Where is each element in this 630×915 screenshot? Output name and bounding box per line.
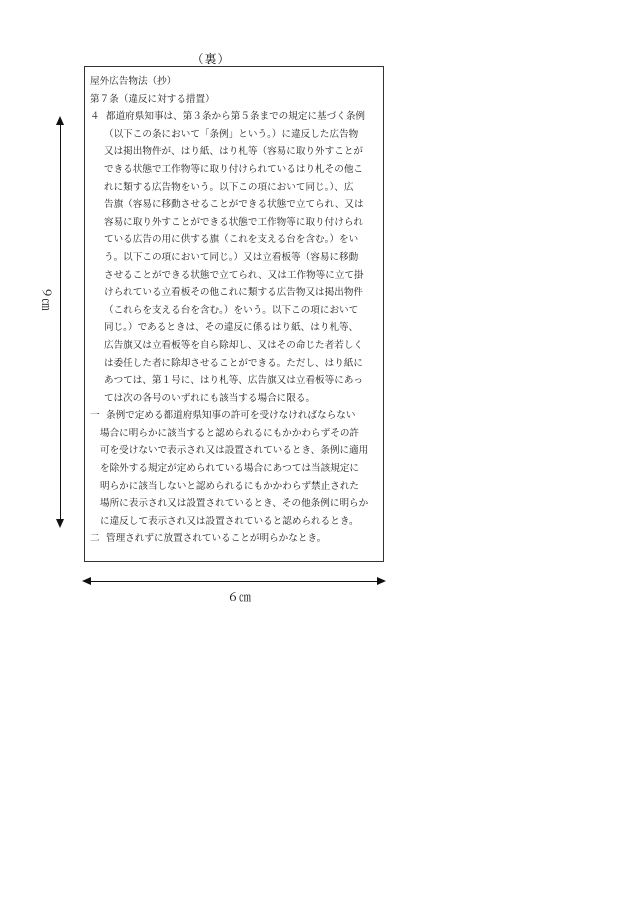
item-1-line-text: 条例で定める都道府県知事の許可を受けなければならない [106, 410, 356, 422]
paragraph-4-line: 告旗（容易に移動させることができる状態で立てられ、又は [104, 199, 364, 211]
item-1-line [90, 407, 377, 425]
paragraph-4-line: ている広告の用に供する旗（これを支える台を含む。）をい [104, 234, 359, 246]
article-heading: 第７条（違反に対する措置） [90, 93, 215, 105]
law-title: 屋外広告物法（抄） [90, 76, 177, 87]
item-2-text: 管理されずに放置されていることが明らかなとき。 [106, 533, 327, 545]
paragraph-4-line: あつては、第１号に、はり札等、広告旗又は立看板等にあっ [104, 375, 363, 387]
paragraph-4-line: 同じ。）であるときは、その違反に係るはり紙、はり札等、 [104, 322, 359, 334]
paragraph-4-line [90, 108, 377, 126]
width-dimension-label: ６㎝ [226, 590, 251, 604]
paragraph-4-line: う。以下この項において同じ。）又は立看板等（容易に移動 [104, 251, 359, 263]
paragraph-4-line: は委任した者に除却させることができる。ただし、はり紙に [104, 357, 364, 369]
item-1 [90, 407, 377, 530]
paragraph-4-line: （以下この条において「条例」という。）に違反した広告物 [104, 128, 359, 140]
item-1-line: 場所に表示され又は設置されているとき、その他条例に明らか [100, 498, 369, 510]
paragraph-4 [90, 108, 377, 407]
item-2 [90, 530, 377, 548]
item-1-line: 可を受けないで表示され又は設置されているとき、条例に適用 [100, 445, 369, 457]
height-dimension-label: ９㎝ [39, 286, 54, 311]
paragraph-4-line: 容易に取り外すことができる状態で工作物等に取り付けられ [104, 216, 364, 228]
arrow-down-icon [56, 519, 64, 528]
height-dimension-arrow [56, 116, 66, 528]
item-1-line: 場合に明らかに該当すると認められるにもかかわらずその許 [100, 427, 360, 439]
paragraph-4-line: ては次の各号のいずれにも該当する場合に限る。 [104, 392, 316, 404]
arrow-right-icon [377, 577, 386, 585]
paragraph-4-number: ４ [90, 111, 100, 123]
paragraph-4-line: できる状態で工作物等に取り付けられているはり札その他こ [104, 163, 364, 175]
paragraph-4-line: 又は掲出物件が、はり紙、はり札等（容易に取り外すことが [104, 146, 364, 158]
paragraph-4-line-text: 都道府県知事は、第３条から第５条までの規定に基づく条例 [106, 111, 366, 123]
paragraph-4-line: 広告旗又は立看板等を自ら除却し、又はその命じた者若しく [104, 339, 364, 351]
item-2-mark: 二 [90, 533, 100, 545]
item-1-line: を除外する規定が定められている場合にあつては当該規定に [100, 463, 360, 475]
paragraph-4-line: させることができる状態で立てられ、又は工作物等に立て掛 [104, 269, 364, 281]
paragraph-4-line: けられている立看板その他これに類する広告物又は掲出物件 [104, 287, 364, 299]
paragraph-4-line: れに類する広告物をいう。以下この項において同じ。）、広 [104, 181, 354, 193]
width-dimension-arrow [82, 577, 386, 586]
paragraph-4-line: （これらを支える台を含む。）をいう。以下この項において [104, 304, 359, 316]
item-1-line: に違反して表示され又は設置されていると認められるとき。 [100, 515, 359, 527]
back-side-label: （裏） [191, 52, 231, 66]
item-1-mark: 一 [90, 410, 100, 422]
item-1-line: 明らかに該当しないと認められるにもかかわらず禁止された [100, 480, 360, 492]
law-excerpt-card [84, 66, 384, 562]
